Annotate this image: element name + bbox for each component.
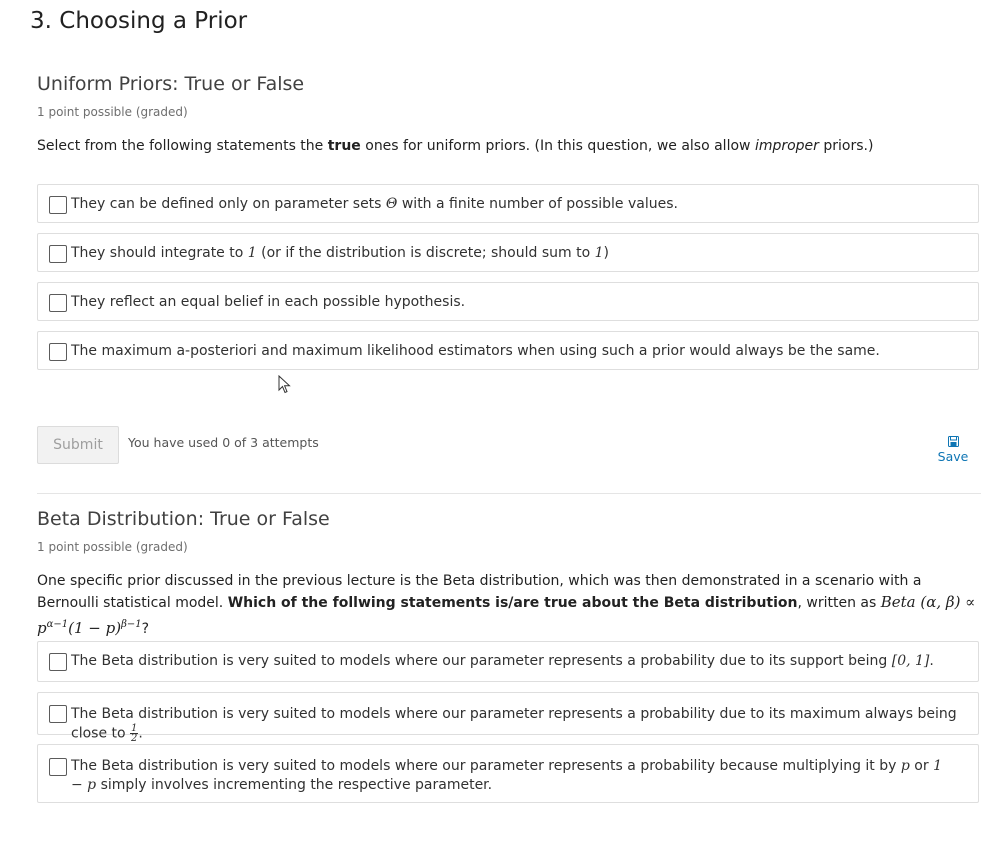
choice-label: They should integrate to 1 (or if the distribution is discrete; should sum to 1) bbox=[71, 245, 609, 261]
points-possible: 1 point possible (graded) bbox=[37, 105, 188, 119]
choice-item[interactable] bbox=[37, 233, 979, 272]
choice-label: The Beta distribution is very suited to models where our parameter represents a probability due to its maximum always being close to $\frac{1}{2}$ . bbox=[71, 706, 957, 744]
choice-item[interactable] bbox=[37, 331, 979, 370]
submit-button[interactable]: Submit bbox=[37, 426, 119, 464]
save-label: Save bbox=[937, 449, 969, 464]
checkbox[interactable] bbox=[49, 705, 67, 723]
choice-label: They can be defined only on parameter sets Θ with a finite number of possible values. bbox=[71, 196, 678, 212]
checkbox[interactable] bbox=[49, 343, 67, 361]
choice-item[interactable] bbox=[37, 184, 979, 223]
choice-label: The maximum a-posteriori and maximum likelihood estimators when using such a prior would always be the same. bbox=[71, 343, 880, 359]
checkbox[interactable] bbox=[49, 758, 67, 776]
problem-prompt: One specific prior discussed in the previous lecture is the Beta distribution, which was then demonstrated in a scenario with a Bernoulli statistical model. Which of the follwing statements is/are true about the Beta distribution, written as Beta (α, $\beta) \propto p^{\alpha-1}(1 - p)^{\beta-1}$? bbox=[37, 573, 976, 637]
submit-row bbox=[37, 425, 981, 475]
problem-beta-distribution bbox=[37, 508, 981, 640]
checkbox[interactable] bbox=[49, 294, 67, 312]
problem-uniform-priors bbox=[37, 73, 981, 157]
points-possible: 1 point possible (graded) bbox=[37, 540, 188, 554]
page-title: 3. Choosing a Prior bbox=[30, 8, 248, 34]
choice-label: The Beta distribution is very suited to models where our parameter represents a probability due to its support being [0, 1]. bbox=[71, 653, 934, 669]
checkbox[interactable] bbox=[49, 245, 67, 263]
checkbox[interactable] bbox=[49, 653, 67, 671]
choice-label: The Beta distribution is very suited to models where our parameter represents a probability because multiplying it by p or 1 − p simply involves incrementing the respective parameter. bbox=[71, 758, 942, 793]
checkbox[interactable] bbox=[49, 196, 67, 214]
mouse-cursor-icon bbox=[278, 375, 292, 395]
problem-prompt: Select from the following statements the true ones for uniform priors. (In this question, we also allow improper priors.) bbox=[37, 138, 874, 154]
section-divider bbox=[37, 493, 981, 494]
problem-title: Beta Distribution: True or False bbox=[37, 508, 330, 530]
choice-label: They reflect an equal belief in each possible hypothesis. bbox=[71, 294, 466, 310]
problem-title: Uniform Priors: True or False bbox=[37, 73, 305, 95]
choice-item[interactable] bbox=[37, 744, 979, 803]
choice-item[interactable] bbox=[37, 692, 979, 744]
save-button[interactable] bbox=[933, 436, 973, 464]
choice-item[interactable] bbox=[37, 282, 979, 321]
attempts-text: You have used 0 of 3 attempts bbox=[128, 435, 319, 450]
choice-item[interactable] bbox=[37, 641, 979, 682]
save-icon bbox=[948, 436, 959, 447]
